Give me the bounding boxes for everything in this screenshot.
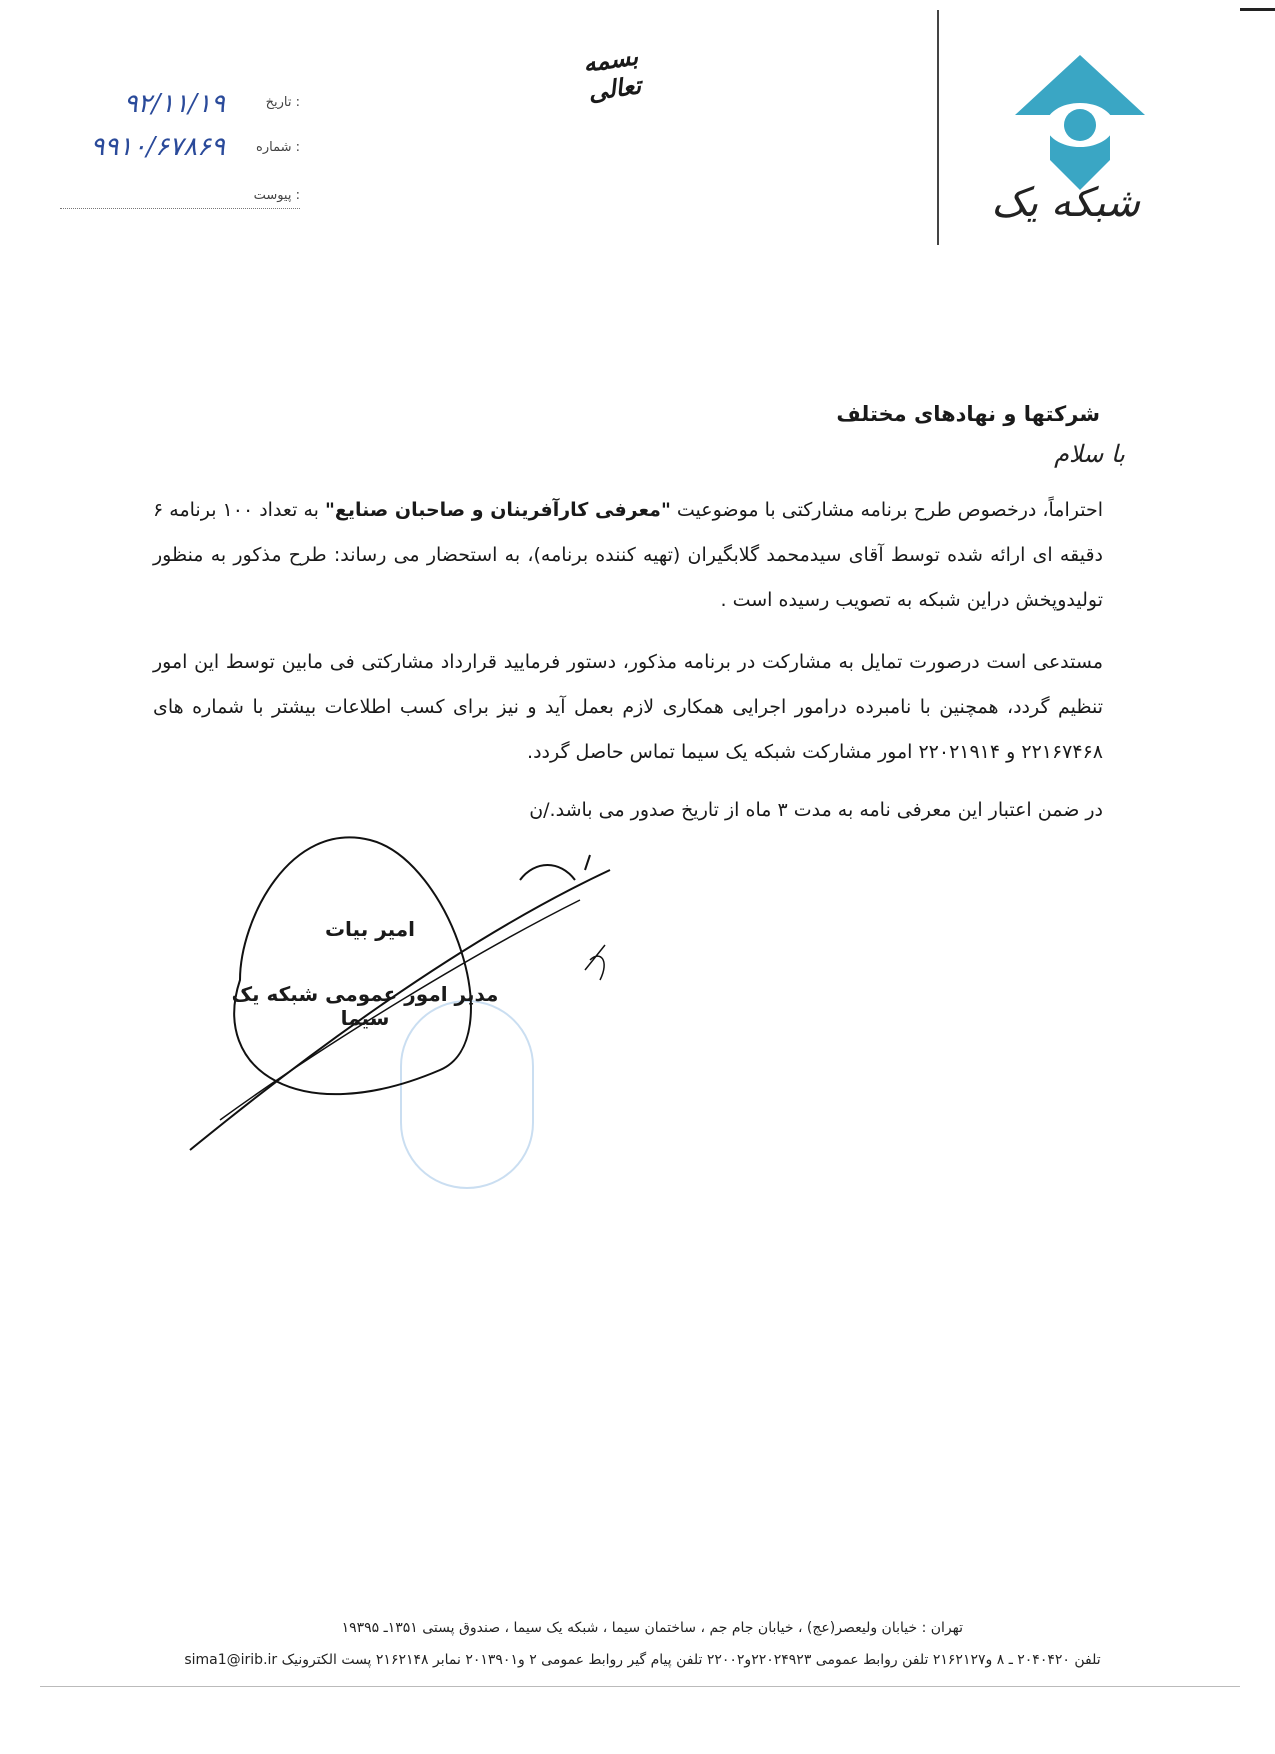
- corner-mark: [1240, 8, 1275, 11]
- number-label: : شماره: [256, 140, 300, 155]
- number-row: [60, 132, 300, 180]
- logo-wordmark: شبکه یک: [991, 180, 1140, 226]
- footer-contact-text: تلفن ۲۰۴۰۴۲۰ ـ ۸ و۲۱۶۲۱۲۷ تلفن روابط عمومی ۲۲۰۲۴۹۲۳و۲۲۰۰۲ تلفن پیام گیر روابط عمومی ۲ و۲۰۱۳۹۰۱ نمابر ۲۱۶۲۱۴۸ پست الکترونیک: [281, 1652, 1101, 1668]
- date-row: [60, 89, 300, 135]
- bismillah-heading: بسمه تعالی: [581, 41, 643, 107]
- paragraph-2: مستدعی است درصورت تمایل به مشارکت در برنامه مذکور، دستور فرمایید قرارداد مشارکتی فی مابین توسط این امور تنظیم گردد، همچنین با نامبرده درامور اجرایی همکاری لازم بعمل آید و نیز برای کسب اطلاعات بیشتر با شماره های ۲۲۱۶۷۴۶۸ و ۲۲۰۲۱۹۱۴ امور مشارکت شبکه یک سیما تماس حاصل گردد.: [153, 651, 1103, 763]
- footer-contact: [60, 1652, 1225, 1668]
- footer-rule: [40, 1686, 1240, 1687]
- signatory-title: مدیر امور عمومی شبکه یک سیما: [231, 982, 499, 1030]
- signatory-name: امیر بیات: [324, 917, 416, 941]
- attachment-row: [60, 188, 300, 228]
- paragraph-1: [153, 488, 1103, 623]
- date-label: : تاریخ: [265, 95, 300, 110]
- paragraph-1-end: به تعداد ۱۰۰ برنامه ۶ دقیقه ای ارائه شده توسط آقای سیدمحمد گلابگیران (تهیه کننده برنامه)، به استحضار می رساند: طرح مذکور به منظور تولیدوپخش دراین شبکه به تصویب رسیده است .: [153, 499, 1103, 611]
- paragraph-1-start: احتراماً، درخصوص طرح برنامه مشارکتی با موضوعیت: [670, 499, 1103, 521]
- number-value: ۹۹۱۰/۶۷۸۶۹: [90, 132, 225, 162]
- footer-address: تهران : خیابان ولیعصر(عج) ، خیابان جام جم ، ساختمان سیما ، شبکه یک سیما ، صندوق پستی ۱۳۵۱ـ ۱۹۳۹۵: [341, 1620, 963, 1636]
- recipient-greeting: با سلام: [1054, 440, 1125, 468]
- header-divider: [937, 10, 939, 245]
- program-title: "معرفی کارآفرینان و صاحبان صنایع": [324, 499, 671, 521]
- attachment-line: [60, 208, 300, 209]
- recipient-heading: شرکتها و نهادهای مختلف: [836, 402, 1100, 426]
- date-value: ۹۲/۱۱/۱۹: [123, 89, 225, 119]
- attachment-label: : پیوست: [253, 188, 300, 203]
- footer-email: sima1@irib.ir: [184, 1652, 278, 1668]
- paragraph-3: در ضمن اعتبار این معرفی نامه به مدت ۳ ماه از تاریخ صدور می باشد./ن: [529, 799, 1103, 821]
